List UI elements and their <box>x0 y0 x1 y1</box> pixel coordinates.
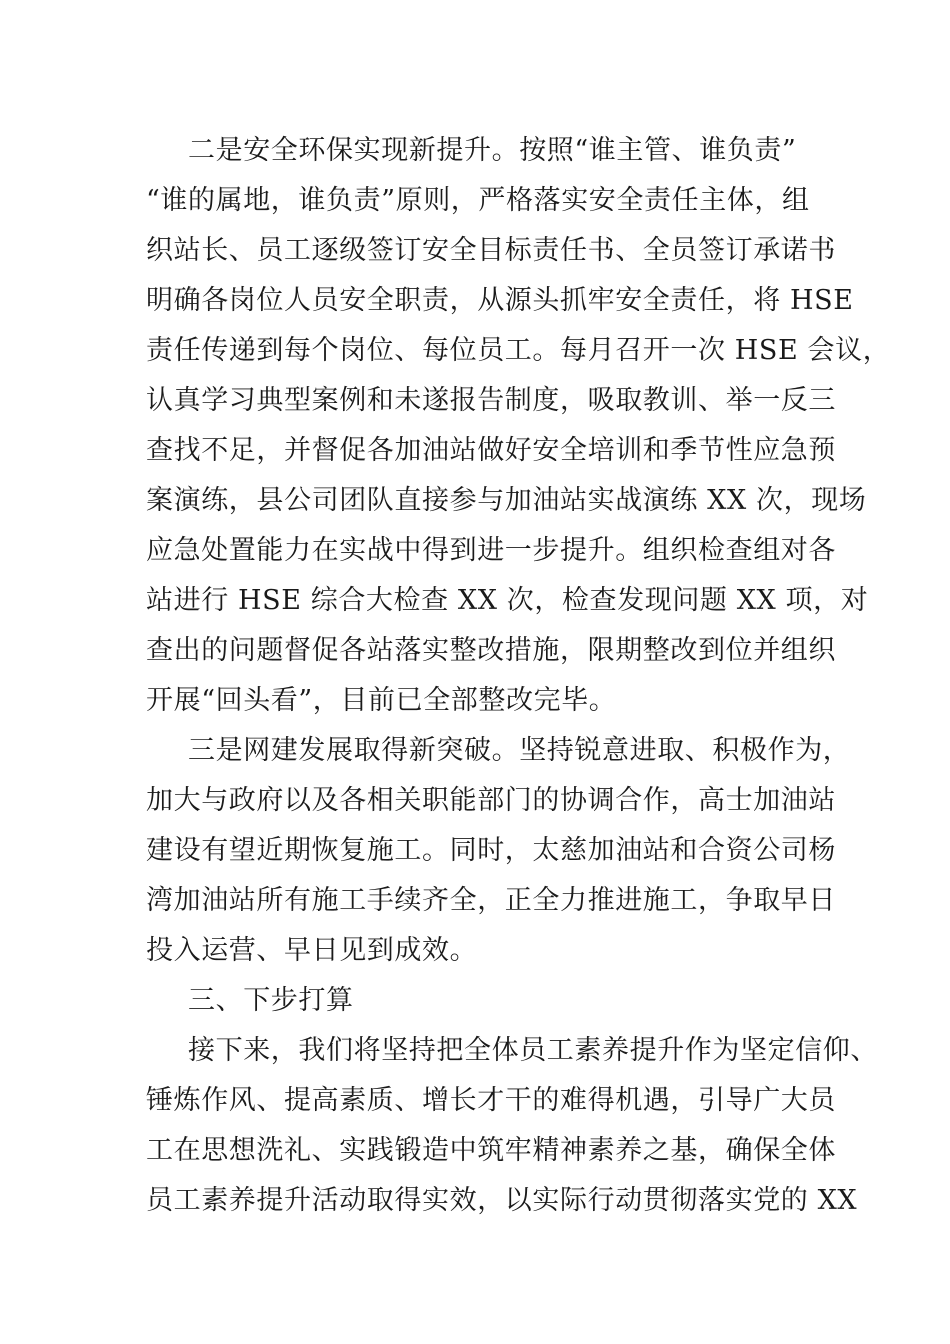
paragraph-safety-line-6: 认真学习典型案例和未遂报告制度，吸取教训、举一反三 <box>146 385 836 416</box>
paragraph-safety-line-5: 责任传递到每个岗位、每位员工。每月召开一次 HSE 会议， <box>146 335 891 366</box>
paragraph-safety-line-8: 案演练，县公司团队直接参与加油站实战演练 XX 次，现场 <box>146 485 867 516</box>
paragraph-safety-line-7: 查找不足，并督促各加油站做好安全培训和季节性应急预 <box>146 435 836 466</box>
paragraph-plan-line-4: 员工素养提升活动取得实效，以实际行动贯彻落实党的 XX <box>146 1185 858 1216</box>
paragraph-network-line-2: 加大与政府以及各相关职能部门的协调合作，高士加油站 <box>146 785 836 816</box>
paragraph-safety-line-4: 明确各岗位人员安全职责，从源头抓牢安全责任，将 HSE <box>146 285 854 316</box>
paragraph-safety-line-1: 二是安全环保实现新提升。按照“谁主管、谁负责” <box>188 135 797 166</box>
paragraph-network-line-1: 三是网建发展取得新突破。坚持锐意进取、积极作为， <box>188 735 851 766</box>
paragraph-plan-line-2: 锤炼作风、提高素质、增长才干的难得机遇，引导广大员 <box>146 1085 836 1116</box>
paragraph-plan-line-3: 工在思想洗礼、实践锻造中筑牢精神素养之基，确保全体 <box>146 1135 836 1166</box>
paragraph-safety-line-3: 织站长、员工逐级签订安全目标责任书、全员签订承诺书 <box>146 235 836 266</box>
paragraph-plan-line-1: 接下来，我们将坚持把全体员工素养提升作为坚定信仰、 <box>188 1035 878 1066</box>
paragraph-safety-line-10: 站进行 HSE 综合大检查 XX 次，检查发现问题 XX 项，对 <box>146 585 869 616</box>
paragraph-safety-line-2: “谁的属地，谁负责”原则，严格落实安全责任主体，组 <box>146 185 810 216</box>
paragraph-safety-line-11: 查出的问题督促各站落实整改措施，限期整改到位并组织 <box>146 635 836 666</box>
paragraph-network-line-4: 湾加油站所有施工手续齐全，正全力推进施工，争取早日 <box>146 885 836 916</box>
paragraph-safety-line-9: 应急处置能力在实战中得到进一步提升。组织检查组对各 <box>146 535 836 566</box>
paragraph-network-line-5: 投入运营、早日见到成效。 <box>146 935 478 966</box>
section-heading-next-steps: 三、下步打算 <box>188 985 354 1016</box>
paragraph-network-line-3: 建设有望近期恢复施工。同时，太慈加油站和合资公司杨 <box>146 835 836 866</box>
paragraph-safety-line-12: 开展“回头看”，目前已全部整改完毕。 <box>146 685 617 716</box>
